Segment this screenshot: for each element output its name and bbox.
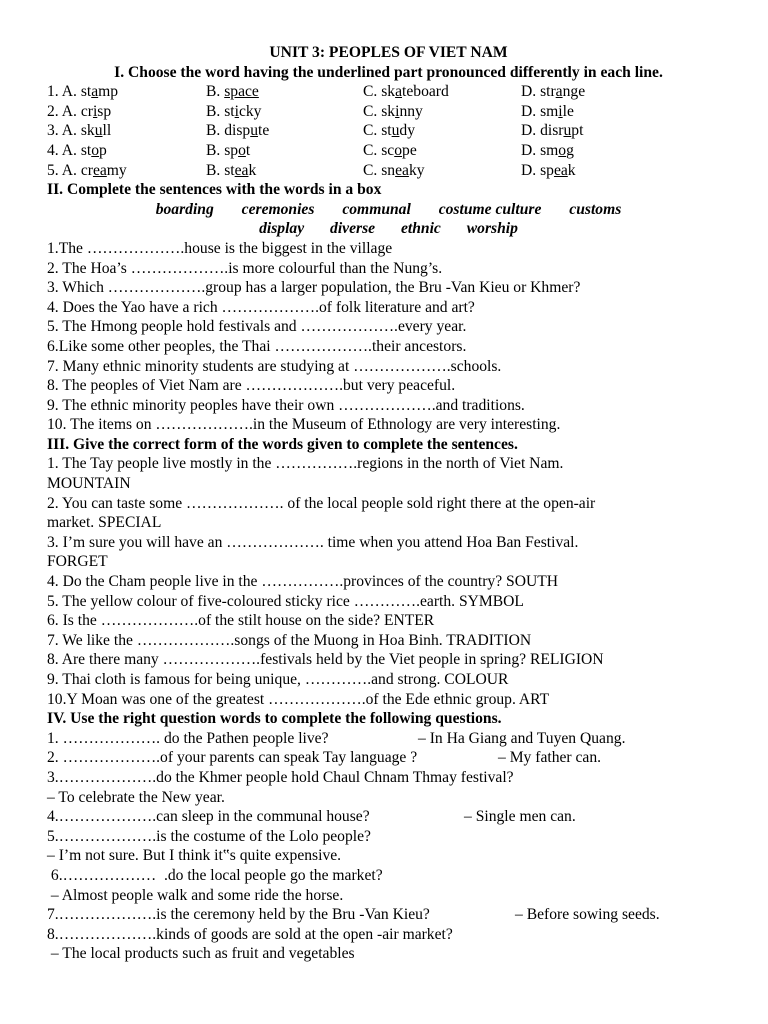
question-text: 1. ………………. do the Pathen people live? (47, 729, 329, 747)
option-underlined-part: u (391, 122, 400, 140)
question-number: 5. (47, 161, 59, 179)
question-4 (47, 807, 730, 827)
question-text: 7.……………….is the ceremony held by the Bru -Van Kieu? (47, 906, 430, 924)
option-underlined-part: o (558, 141, 567, 159)
word-box-row-1 (47, 200, 730, 220)
option-letter: C. (363, 141, 378, 159)
option-word-start: sp (540, 161, 554, 179)
answer-option (363, 82, 521, 102)
option-letter: A. (61, 141, 77, 159)
option-underlined-part: o (91, 141, 100, 159)
option-word-start: sk (80, 122, 95, 140)
sentence-8: 8. The peoples of Viet Nam are ……………….but very peaceful. (47, 377, 456, 395)
option-underlined-part: o (394, 141, 403, 159)
option-letter: A. (61, 102, 77, 120)
answer-option (363, 161, 521, 181)
option-letter: B. (206, 122, 221, 140)
sentence-1: 1.The ……………….house is the biggest in the village (47, 239, 393, 257)
option-letter: B. (206, 161, 221, 179)
sentence-5: 5. The Hmong people hold festivals and ……………….every year. (47, 318, 467, 336)
question-row (47, 82, 730, 102)
word-form-line: FORGET (47, 553, 108, 571)
option-underlined-part: a (555, 83, 563, 101)
option-word-end: sp (97, 102, 112, 120)
option-word-end: nny (399, 102, 423, 120)
option-letter: C. (363, 161, 378, 179)
sentence-7: 7. Many ethnic minority students are studying at ……………….schools. (47, 357, 502, 375)
option-word-end: pe (402, 141, 417, 159)
question-8: 8.……………….kinds of goods are sold at the open -air market? (47, 925, 453, 943)
option-word-end: cky (238, 102, 262, 120)
answer-option (521, 141, 574, 161)
question-text: 2. ……………….of your parents can speak Tay language ? (47, 749, 418, 767)
option-word-end: le (562, 102, 574, 120)
answer-text: – Before sowing seeds. (515, 906, 660, 924)
answer-3: – To celebrate the New year. (47, 788, 225, 806)
word-box-item: worship (466, 220, 518, 238)
word-box-item: boarding (155, 200, 214, 218)
option-word-start: str (540, 83, 556, 101)
word-form-line: 3. I’m sure you will have an ………………. time when you attend Hoa Ban Festival. (47, 533, 579, 551)
option-word-end: mp (98, 83, 119, 101)
option-letter: A. (61, 161, 77, 179)
answer-5: – I’m not sure. But I think it‟s quite expensive. (47, 847, 342, 865)
option-underlined-part: o (238, 141, 246, 159)
answer-option (206, 141, 363, 161)
option-underlined-part: i (234, 102, 239, 120)
sentence-3: 3. Which ……………….group has a larger population, the Bru -Van Kieu or Khmer? (47, 279, 581, 297)
answer-option (206, 161, 363, 181)
option-word-end: nge (562, 83, 586, 101)
question-number: 4. (47, 141, 59, 159)
option-underlined-part: space (224, 83, 259, 101)
section3-lines (47, 454, 730, 709)
option-letter: B. (206, 141, 221, 159)
option-letter: C. (363, 83, 378, 101)
word-form-line: 1. The Tay people live mostly in the …………….regions in the north of Viet Nam. (47, 455, 564, 473)
question-row (47, 121, 730, 141)
option-word-start: disp (224, 122, 251, 140)
sentence-6: 6.Like some other peoples, the Thai ……………….their ancestors. (47, 337, 467, 355)
answer-option (47, 82, 206, 102)
option-word-end: g (566, 141, 574, 159)
word-box-item: customs (569, 200, 622, 218)
option-word-start: cr (80, 102, 93, 120)
answer-text: – My father can. (498, 749, 602, 767)
answer-option (363, 121, 521, 141)
option-word-start: st (224, 102, 235, 120)
question-5: 5.……………….is the costume of the Lolo people? (47, 827, 371, 845)
option-underlined-part: ea (92, 161, 107, 179)
option-letter: D. (521, 161, 537, 179)
word-form-line: 4. Do the Cham people live in the …………….provinces of the country? SOUTH (47, 573, 559, 591)
option-word-start: sc (381, 141, 395, 159)
word-box-item: costume culture (438, 200, 542, 218)
answer-option (521, 82, 585, 102)
option-underlined-part: u (250, 122, 259, 140)
option-word-end: ky (408, 161, 425, 179)
answer-text: – In Ha Giang and Tuyen Quang. (418, 729, 626, 747)
answer-option (363, 141, 521, 161)
question-row (47, 161, 730, 181)
word-box-item: ceremonies (241, 200, 315, 218)
sentence-10: 10. The items on ……………….in the Museum of Ethnology are very interesting. (47, 416, 561, 434)
answer-option (47, 161, 206, 181)
question-7 (47, 905, 730, 925)
word-box-item: display (259, 220, 305, 238)
option-word-start: sk (381, 83, 396, 101)
option-letter: D. (521, 122, 537, 140)
question-number: 3. (47, 122, 59, 140)
question-3: 3.……………….do the Khmer people hold Chaul Chnam Thmay festival? (47, 768, 514, 786)
option-underlined-part: u (563, 122, 572, 140)
option-word-end: k (567, 161, 576, 179)
page-title: UNIT 3: PEOPLES OF VIET NAM (269, 44, 508, 61)
word-form-line: 5. The yellow colour of five-coloured sticky rice ………….earth. SYMBOL (47, 592, 524, 610)
question-2 (47, 748, 730, 768)
option-word-start: sm (540, 141, 559, 159)
word-box-item: ethnic (400, 220, 441, 238)
answer-option (206, 121, 363, 141)
question-row (47, 141, 730, 161)
option-word-end: dy (399, 122, 416, 140)
section1-heading: I. Choose the word having the underlined part pronounced differently in each line. (114, 63, 663, 81)
option-word-start: sp (224, 141, 239, 159)
word-form-line: 2. You can taste some ………………. of the local people sold right there at the open-air (47, 494, 596, 512)
option-underlined-part: ea (553, 161, 568, 179)
answer-option (47, 121, 206, 141)
option-word-end: teboard (402, 83, 449, 101)
section4-questions (47, 729, 730, 964)
option-letter: C. (363, 102, 378, 120)
option-letter: A. (61, 122, 77, 140)
option-underlined-part: i (92, 102, 98, 120)
option-underlined-part: a (395, 83, 403, 101)
option-letter: D. (521, 83, 537, 101)
answer-option (521, 121, 583, 141)
answer-6: – Almost people walk and some ride the horse. (47, 886, 344, 904)
option-underlined-part: i (395, 102, 400, 120)
answer-option (521, 161, 576, 181)
option-word-start: sk (381, 102, 396, 120)
option-word-end: pt (571, 122, 584, 140)
section4-heading: IV. Use the right question words to complete the following questions. (47, 710, 502, 728)
word-form-line: 10.Y Moan was one of the greatest ……………….of the Ede ethnic group. ART (47, 690, 550, 708)
option-letter: B. (206, 83, 221, 101)
answer-option (363, 102, 521, 122)
word-box-item: diverse (330, 220, 376, 238)
word-form-line: 6. Is the ……………….of the stilt house on the side? ENTER (47, 612, 435, 630)
answer-option (206, 102, 363, 122)
option-word-start: st (80, 83, 92, 101)
option-word-start: sm (540, 102, 559, 120)
sentence-2: 2. The Hoa’s ……………….is more colourful than the Nung’s. (47, 259, 443, 277)
option-underlined-part: i (558, 102, 563, 120)
option-underlined-part: a (91, 83, 99, 101)
word-form-line: 9. Thai cloth is famous for being unique, ………….and strong. COLOUR (47, 671, 509, 688)
option-word-end: k (248, 161, 257, 179)
option-word-end: my (106, 161, 127, 179)
word-form-line: 7. We like the ……………….songs of the Muong in Hoa Binh. TRADITION (47, 631, 532, 649)
section2-heading-text: . Complete the sentences with the words in a box (59, 181, 382, 199)
option-word-start: sn (381, 161, 396, 179)
option-letter: C. (363, 122, 378, 140)
option-letter: D. (521, 102, 537, 120)
question-1 (47, 729, 730, 749)
option-word-end: te (258, 122, 270, 140)
option-word-start: disr (540, 122, 564, 140)
option-word-end: p (99, 141, 107, 159)
question-number: 1. (47, 83, 59, 101)
option-letter: A. (61, 83, 77, 101)
question-row (47, 102, 730, 122)
section2-sentences (47, 239, 730, 435)
answer-option (47, 141, 206, 161)
section1-questions (47, 82, 730, 180)
question-6: 6.……………… .do the local people go the market? (47, 866, 383, 884)
option-word-start: st (224, 161, 235, 179)
answer-option (521, 102, 574, 122)
answer-option (206, 82, 363, 102)
option-letter: D. (521, 141, 537, 159)
answer-text: – Single men can. (464, 808, 576, 826)
option-word-start: st (80, 141, 92, 159)
option-word-start: st (381, 122, 392, 140)
option-underlined-part: ea (234, 161, 249, 179)
option-underlined-part: ea (395, 161, 409, 179)
word-box-item: communal (342, 200, 411, 218)
question-text: 4.……………….can sleep in the communal house? (47, 808, 370, 826)
question-number: 2. (47, 102, 59, 120)
answer-8: – The local products such as fruit and vegetables (47, 945, 355, 963)
word-form-line: 8. Are there many ……………….festivals held by the Viet people in spring? RELIGION (47, 651, 604, 669)
word-form-line: MOUNTAIN (47, 475, 131, 493)
option-underlined-part: u (94, 122, 103, 140)
sentence-9: 9. The ethnic minority peoples have their own ……………….and traditions. (47, 396, 525, 414)
answer-option (47, 102, 206, 122)
option-word-end: t (245, 141, 251, 159)
word-form-line: market. SPECIAL (47, 514, 162, 532)
sentence-4: 4. Does the Yao have a rich ……………….of folk literature and art? (47, 298, 475, 316)
section3-heading: III. Give the correct form of the words given to complete the sentences. (47, 435, 518, 453)
option-word-end: ll (102, 122, 112, 140)
word-box-row-2 (47, 219, 730, 239)
section2-number: II (47, 181, 60, 199)
section2-heading (47, 180, 730, 200)
option-letter: B. (206, 102, 221, 120)
option-word-start: cr (80, 161, 93, 179)
